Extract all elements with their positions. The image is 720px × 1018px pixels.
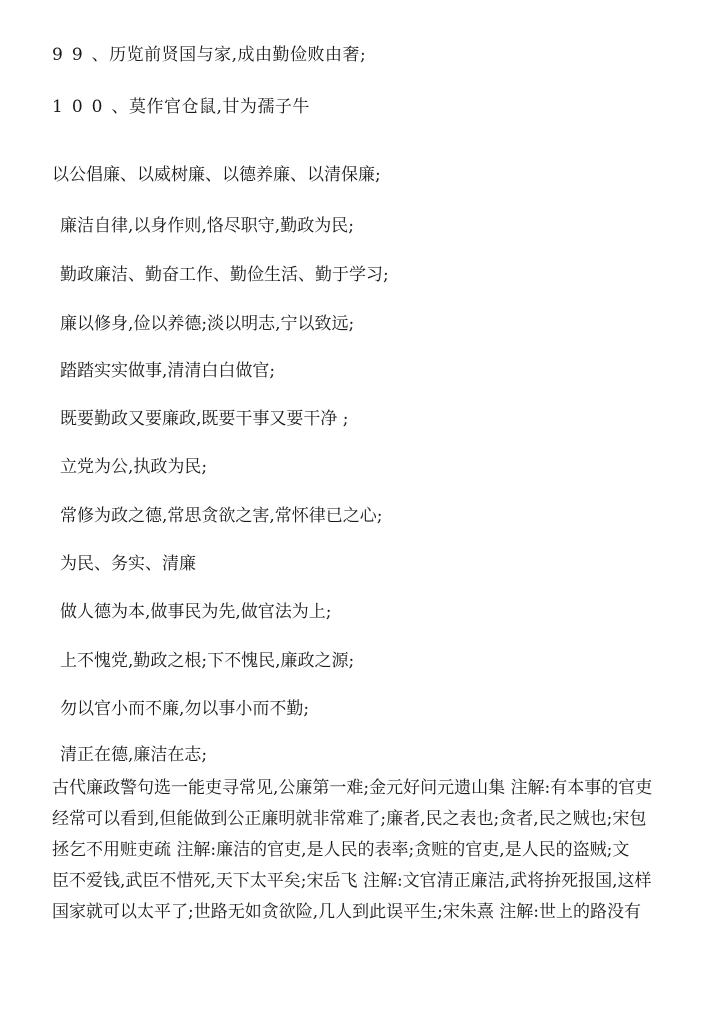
item-separator: 、: [111, 97, 129, 117]
slogan-line: 廉洁自律,以身作则,恪尽职守,勤政为民;: [60, 216, 354, 236]
paragraph-line: 拯乞不用赃吏疏 注解:廉洁的官吏,是人民的表率;贪赃的官吏,是人民的盗贼;文: [52, 840, 630, 860]
paragraph-line: 古代廉政警句选一能吏寻常见,公廉第一难;金元好问元遗山集 注解:有本事的官吏: [52, 778, 653, 798]
slogan-line: 清正在德,廉洁在志;: [60, 745, 208, 765]
item-number: 100: [52, 97, 112, 117]
slogan-line: 既要勤政又要廉政,既要干事又要干净 ;: [60, 409, 349, 429]
item-text: 历览前贤国与家,成由勤俭败由奢;: [109, 45, 367, 65]
slogan-line: 常修为政之德,常思贪欲之害,常怀律已之心;: [60, 506, 383, 526]
item-text: 莫作官仓鼠,甘为孺子牛: [128, 97, 310, 117]
numbered-item-99: [52, 44, 366, 66]
paragraph-line: 臣不爱钱,武臣不惜死,天下太平矣;宋岳飞 注解:文官清正廉洁,武将拚死报国,这样: [52, 871, 652, 891]
item-separator: 、: [91, 45, 110, 65]
slogan-line: 上不愧党,勤政之根;下不愧民,廉政之源;: [60, 651, 355, 671]
slogan-line: 廉以修身,俭以养德;淡以明志,宁以致远;: [60, 314, 355, 334]
slogan-line: 立党为公,执政为民;: [60, 457, 208, 477]
slogan-line: 做人德为本,做事民为先,做官法为上;: [60, 602, 332, 622]
slogan-line: 为民、务实、清廉: [60, 554, 196, 574]
paragraph-line: 国家就可以太平了;世路无如贪欲险,几人到此误平生;宋朱熹 注解:世上的路没有: [52, 902, 641, 922]
commentary-paragraph: [52, 773, 672, 928]
paragraph-line: 经常可以看到,但能做到公正廉明就非常难了;廉者,民之表也;贪者,民之贼也;宋包: [52, 809, 647, 829]
slogan-line: 以公倡廉、以威树廉、以德养廉、以清保廉;: [52, 165, 381, 185]
numbered-item-100: [52, 96, 310, 118]
slogan-line: 勿以官小而不廉,勿以事小而不勤;: [60, 699, 310, 719]
slogan-line: 踏踏实实做事,清清白白做官;: [60, 361, 276, 381]
slogan-line: 勤政廉洁、勤奋工作、勤俭生活、勤于学习;: [60, 265, 389, 285]
item-number: 99: [52, 45, 92, 65]
